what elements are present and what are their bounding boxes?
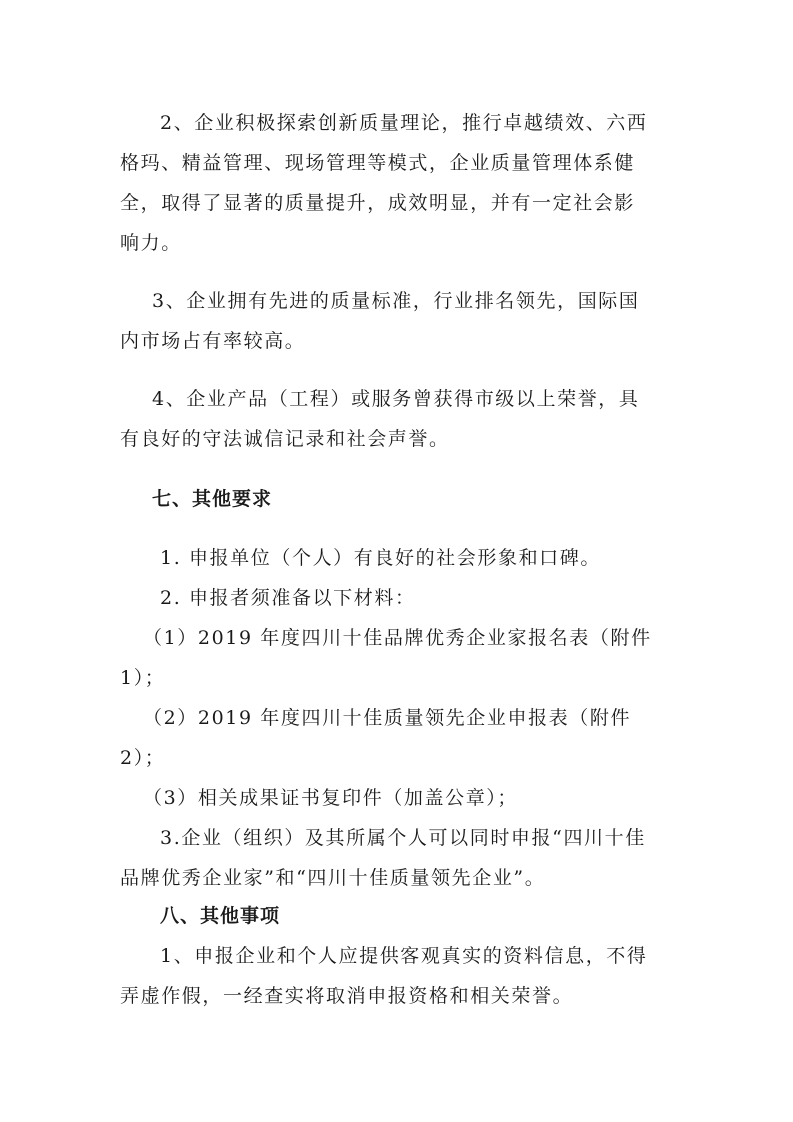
material-1-line-1: （1）2019 年度四川十佳品牌优秀企业家报名表（附件 [143,627,652,649]
requirement-2: 2. 申报者须准备以下材料： [160,587,416,609]
item2-line-1: 2、企业积极探索创新质量理论，推行卓越绩效、六西 [160,112,648,134]
section-8-item-1-line-2: 弄虚作假，一经查实将取消申报资格和相关荣誉。 [120,985,574,1007]
material-2-line-2: 2）； [120,747,166,769]
item4-line-2: 有良好的守法诚信记录和社会声誉。 [120,428,450,450]
item2-line-3: 全，取得了显著的质量提升，成效明显，并有一定社会影 [120,192,636,214]
item3-line-2: 内市场占有率较高。 [120,330,306,352]
material-3: （3）相关成果证书复印件（加盖公章）； [143,787,518,809]
item4-line-1: 4、企业产品（工程）或服务曾获得市级以上荣誉，具 [152,388,640,410]
item2-line-4: 响力。 [120,232,182,254]
requirement-3-line-2: 品牌优秀企业家”和“四川十佳质量领先企业”。 [120,867,546,889]
section-8-heading: 八、其他事项 [160,905,281,927]
item2-line-2: 格玛、精益管理、现场管理等模式，企业质量管理体系健 [120,152,636,174]
section-8-item-1-line-1: 1、申报企业和个人应提供客观真实的资料信息，不得 [160,945,648,967]
section-7-heading: 七、其他要求 [152,488,273,510]
material-1-line-2: 1）； [120,667,166,689]
requirement-1: 1. 申报单位（个人）有良好的社会形象和口碑。 [160,547,601,569]
material-2-line-1: （2）2019 年度四川十佳质量领先企业申报表（附件 [143,707,632,729]
item3-line-1: 3、企业拥有先进的质量标准，行业排名领先，国际国 [152,290,640,312]
requirement-3-line-1: 3.企业（组织）及其所属个人可以同时申报“四川十佳 [160,827,646,849]
